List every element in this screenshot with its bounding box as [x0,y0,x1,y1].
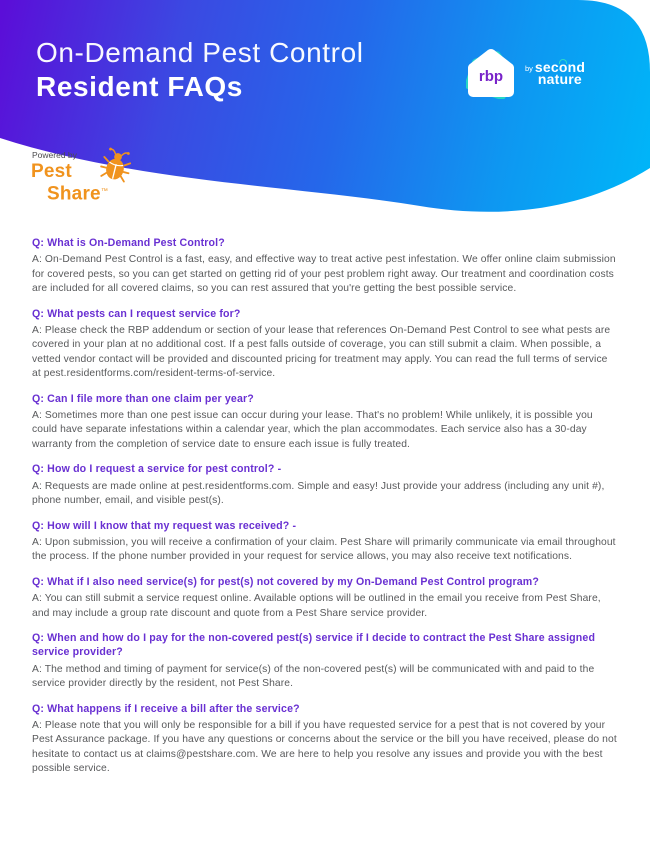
second-nature-word2: nature [537,71,582,87]
faq-item [32,519,618,565]
page-title [36,36,364,104]
faq-answer: A: On-Demand Pest Control is a fast, easy, and effective way to treat active pest infestation. We offer online claim submission for covered pests, so you can get started on getting rid of your pest problem right away. Our treatment and coordination costs are included for all covered claims, so you can rest assured that you're getting the best possible service. [32,254,616,295]
faq-item [32,631,618,692]
rbp-logo-icon [466,45,516,99]
faq-answer: A: Please check the RBP addendum or section of your lease that references On-Demand Pest Control to see what pests are covered in your plan at no additional cost. If a pest falls outside of coverage, you can still submit a claim. When possible, a vetted vendor contact will be provided and discounted pricing for treatment may apply. You can read the full terms of service at pest.residentforms.com/resident-terms-of-service. [32,325,611,380]
faq-answer: A: Sometimes more than one pest issue can occur during your lease. That's no problem! While unlikely, it is possible you could have separate infestations within a calendar year, which the plan accommodates. Each service also has a 30-day warranty from the completion of service date to ensure each issue is fully treated. [32,410,593,450]
trademark-symbol: ™ [100,188,108,195]
page-title-line2: Resident FAQs [36,71,243,102]
faq-question: Q: How will I know that my request was received? - [32,519,297,532]
faq-answer: A: Please note that you will only be responsible for a bill if you have requested service for a pest that is not covered by your Pest Assurance package. If you have any questions or concerns about the service or the bill you have received, please do not hesitate to contact us at claims@pestshare.com. We are here to help you resolve any issues and provide you with the best possible service. [32,719,617,775]
powered-by-label: Powered by [32,150,77,160]
pestshare-word1: Pest [31,161,72,182]
pestshare-logo [31,150,141,204]
faq-question: Q: How do I request a service for pest control? - [32,463,282,476]
faq-answer: A: The method and timing of payment for service(s) of the non-covered pest(s) will be communicated with and paid to the service provider directly by the resident, not Pest Share. [32,663,595,690]
faq-question: Q: What pests can I request service for? [32,307,241,320]
faq-question: Q: When and how do I pay for the non-covered pest(s) service if I decide to contract the Pest Share assigned service provider? [32,631,596,659]
faq-answer: A: Upon submission, you will receive a confirmation of your claim. Pest Share will primarily communicate via email throughout the process. If the phone number provided in your request for service allows, you may also receive text notifications. [32,536,616,563]
pestshare-word2-row [47,182,141,204]
rbp-logo-text: rbp [478,68,504,85]
faq-question: Q: Can I file more than one claim per year? [32,392,254,405]
second-nature-word1: second [534,58,586,75]
faq-question: Q: What happens if I receive a bill after the service? [32,702,300,715]
brand-logos [466,45,585,99]
faq-item [32,575,618,621]
header-banner [0,0,650,228]
faq-answer: A: You can still submit a service request online. Available options will be outlined in the email you receive from Pest Share, and may include a group rate discount and quote from a Pest Share service provider. [32,593,601,619]
second-nature-wordmark [534,58,586,87]
faq-content [0,228,650,777]
faq-item [32,392,618,453]
by-label: by [525,63,533,73]
faq-item [32,462,618,508]
second-nature-logo [525,58,586,87]
faq-question: Q: What is On-Demand Pest Control? [32,237,225,249]
faq-answer: A: Requests are made online at pest.residentforms.com. Simple and easy! Just provide your address (including any unit #), phone number, email, and visible pest(s). [32,480,605,507]
teal-o-accent [559,59,567,64]
faq-question: Q: What if I also need service(s) for pest(s) not covered by my On-Demand Pest Control program? [32,575,539,588]
faq-item [32,236,618,297]
faq-item [32,702,618,777]
page-title-line1: On-Demand Pest Control [36,37,364,68]
pestshare-word2: Share [47,183,101,205]
faq-item [32,307,618,382]
